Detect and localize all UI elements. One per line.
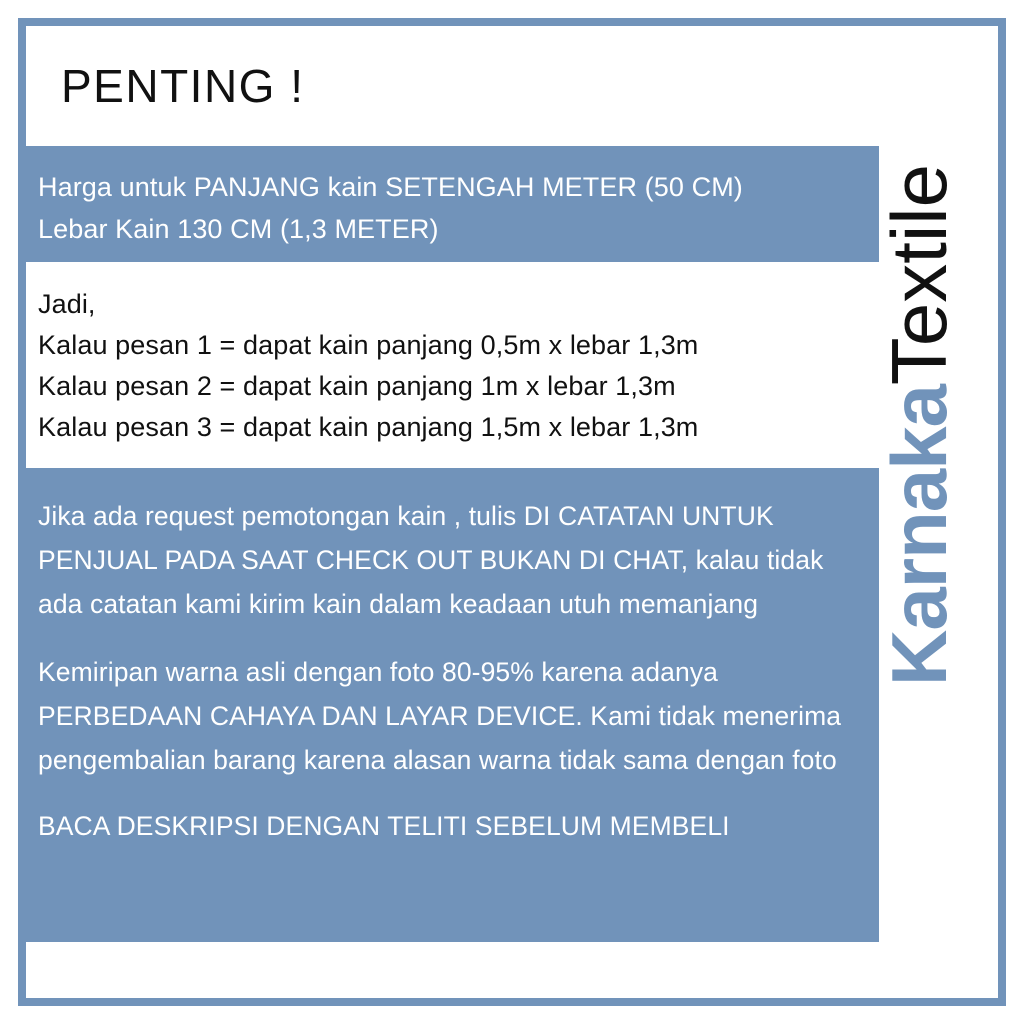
poster-content-column	[26, 26, 879, 998]
brand-logo-text	[874, 164, 963, 686]
brand-name-primary: Karnaka	[874, 385, 963, 686]
price-info-band	[26, 146, 879, 262]
notice-paragraph-color-accuracy: Kemiripan warna asli dengan foto 80-95% karena adanya PERBEDAAN CAHAYA DAN LAYAR DEVICE. Kami tidak menerima pengembalian barang karena alasan warna tidak sama dengan foto	[38, 657, 842, 775]
notice-paragraph-read-description: BACA DESKRIPSI DENGAN TELITI SEBELUM MEMBELI	[38, 811, 730, 841]
paragraph-spacer	[38, 782, 849, 804]
title-section	[26, 26, 879, 146]
price-info-line-2: Lebar Kain 130 CM (1,3 METER)	[38, 214, 439, 244]
page-title: PENTING !	[61, 60, 305, 112]
order-example-line-2: Kalau pesan 2 = dapat kain panjang 1m x lebar 1,3m	[38, 371, 676, 401]
brand-name-secondary: Textile	[874, 164, 963, 386]
order-example-intro: Jadi,	[38, 289, 96, 319]
brand-logo	[874, 26, 1004, 998]
price-info-line-1: Harga untuk PANJANG kain SETENGAH METER (50 CM)	[38, 172, 743, 202]
notice-block	[26, 468, 879, 942]
order-example-line-1: Kalau pesan 1 = dapat kain panjang 0,5m x lebar 1,3m	[38, 330, 699, 360]
notice-paragraph-cutting-request: Jika ada request pemotongan kain , tulis DI CATATAN UNTUK PENJUAL PADA SAAT CHECK OUT BUKAN DI CHAT, kalau tidak ada catatan kami kirim kain dalam keadaan utuh memanjang	[38, 501, 824, 619]
order-example-block	[26, 262, 879, 468]
order-example-line-3: Kalau pesan 3 = dapat kain panjang 1,5m x lebar 1,3m	[38, 412, 699, 442]
paragraph-spacer	[38, 626, 849, 650]
